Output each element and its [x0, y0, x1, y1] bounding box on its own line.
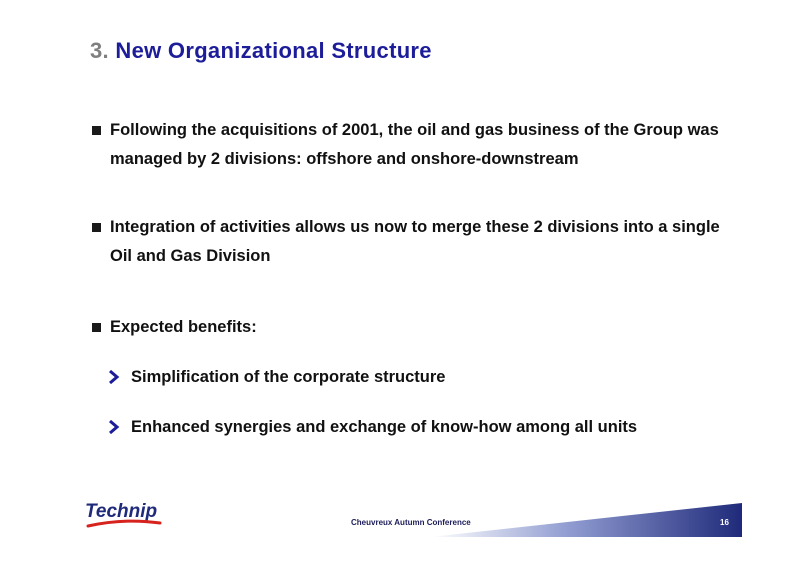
sub-bullet-text: Enhanced synergies and exchange of know-how among all units — [131, 418, 638, 436]
sub-bullet-text: Simplification of the corporate structure — [131, 368, 446, 386]
square-bullet-icon — [92, 323, 101, 332]
square-bullet-icon — [92, 126, 101, 135]
title-number: 3. — [90, 38, 109, 63]
square-bullet-icon — [92, 223, 101, 232]
bullet-text: Integration of activities allows us now to merge these 2 divisions into a single Oil and Gas Division — [110, 218, 720, 265]
title-text: New Organizational Structure — [115, 38, 432, 63]
logo-text: Technip — [85, 501, 158, 522]
page-number: 16 — [720, 518, 729, 527]
bullet-text: Following the acquisitions of 2001, the oil and gas business of the Group was managed by 2 divisions: offshore and onshore-downstream — [110, 121, 719, 168]
footer-conference: Cheuvreux Autumn Conference — [351, 518, 471, 527]
technip-logo — [84, 497, 164, 533]
slide-title — [90, 38, 432, 64]
chevron-right-icon — [108, 370, 120, 384]
bullet-text: Expected benefits: — [110, 318, 257, 336]
chevron-right-icon — [108, 420, 120, 434]
